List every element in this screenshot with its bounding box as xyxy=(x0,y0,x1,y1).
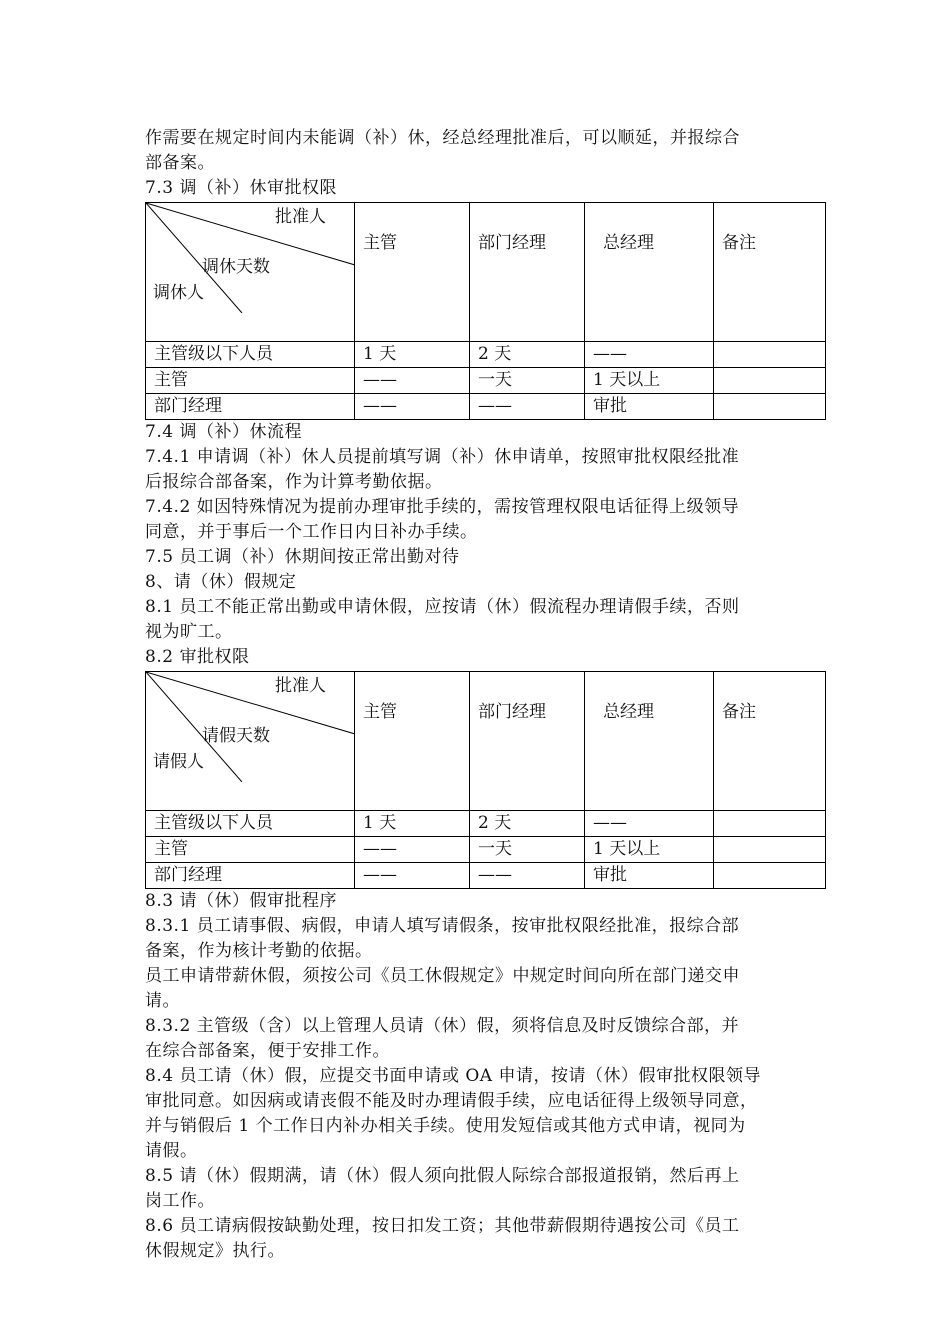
table-cell: 部门经理 xyxy=(146,394,355,420)
diag-label-person: 请假人 xyxy=(153,752,204,772)
paragraph-line: 请假。 xyxy=(145,1141,198,1161)
intro-section xyxy=(145,126,825,201)
table-row xyxy=(146,342,826,368)
diag-label-days: 请假天数 xyxy=(202,726,270,746)
table-cell: —— xyxy=(355,368,470,394)
table-cell: 审批 xyxy=(585,394,714,420)
diag-label-approver: 批准人 xyxy=(275,676,326,696)
paragraph-line: 休假规定》执行。 xyxy=(145,1241,285,1261)
table-cell: —— xyxy=(585,811,714,837)
table-cell: 2 天 xyxy=(470,342,585,368)
table-cell: —— xyxy=(355,863,470,889)
paragraph-line: 部备案。 xyxy=(145,153,215,173)
table-cell: 1 天 xyxy=(355,342,470,368)
table-header-row xyxy=(146,203,826,342)
header-cell: 部门经理 xyxy=(470,672,585,811)
diagonal-header-cell xyxy=(146,203,355,342)
paragraph-line: 7.4.1 申请调（补）休人员提前填写调（补）休申请单，按照审批权限经批准 xyxy=(145,447,740,467)
paragraph-line: 审批同意。如因病或请丧假不能及时办理请假手续，应电话征得上级领导同意， xyxy=(145,1091,758,1111)
section-heading: 7.4 调（补）休流程 xyxy=(145,422,302,442)
table-cell: 审批 xyxy=(585,863,714,889)
paragraph-line: 备案，作为核计考勤的依据。 xyxy=(145,941,373,961)
table-row xyxy=(146,368,826,394)
middle-section xyxy=(145,420,825,670)
table-cell: 1 天以上 xyxy=(585,368,714,394)
paragraph-line: 8.5 请（休）假期满，请（休）假人须向批假人际综合部报道报销，然后再上 xyxy=(145,1166,740,1186)
table-cell xyxy=(714,342,826,368)
section-heading: 7.3 调（补）休审批权限 xyxy=(145,178,337,198)
header-cell: 备注 xyxy=(714,672,826,811)
header-cell: 总经理 xyxy=(585,203,714,342)
table-cell: 2 天 xyxy=(470,811,585,837)
document-page xyxy=(145,126,825,1264)
paragraph-line: 8.4 员工请（休）假，应提交书面申请或 OA 申请，按请（休）假审批权限领导 xyxy=(145,1066,761,1086)
table-cell xyxy=(714,863,826,889)
paragraph-line: 8.3.2 主管级（含）以上管理人员请（休）假，须将信息及时反馈综合部，并 xyxy=(145,1016,740,1036)
table-cell: 1 天 xyxy=(355,811,470,837)
table-cell: 主管 xyxy=(146,368,355,394)
table-cell: —— xyxy=(355,394,470,420)
table-cell xyxy=(714,368,826,394)
table-cell: 一天 xyxy=(470,368,585,394)
table-row xyxy=(146,863,826,889)
leave-compensation-approval-table xyxy=(145,202,826,420)
paragraph-line: 7.5 员工调（补）休期间按正常出勤对待 xyxy=(145,547,460,567)
paragraph-line: 同意，并于事后一个工作日内日补办手续。 xyxy=(145,522,478,542)
diag-label-approver: 批准人 xyxy=(275,207,326,227)
diagonal-header-cell xyxy=(146,672,355,811)
section-heading: 8、请（休）假规定 xyxy=(145,572,297,592)
table-cell: 1 天以上 xyxy=(585,837,714,863)
table-row xyxy=(146,811,826,837)
table-row xyxy=(146,837,826,863)
table-cell: —— xyxy=(355,837,470,863)
paragraph-line: 8.6 员工请病假按缺勤处理，按日扣发工资；其他带薪假期待遇按公司《员工 xyxy=(145,1216,740,1236)
paragraph-line: 并与销假后 1 个工作日内补办相关手续。使用发短信或其他方式申请，视同为 xyxy=(145,1116,746,1136)
header-cell: 备注 xyxy=(714,203,826,342)
paragraph-line: 员工申请带薪休假，须按公司《员工休假规定》中规定时间向所在部门递交申 xyxy=(145,966,740,986)
paragraph-line: 8.1 员工不能正常出勤或申请休假，应按请（休）假流程办理请假手续，否则 xyxy=(145,597,740,617)
table-cell: 主管级以下人员 xyxy=(146,342,355,368)
table-cell: —— xyxy=(470,394,585,420)
header-cell: 总经理 xyxy=(585,672,714,811)
section-heading: 8.2 审批权限 xyxy=(145,647,250,667)
header-cell: 部门经理 xyxy=(470,203,585,342)
table-cell: 一天 xyxy=(470,837,585,863)
paragraph-line: 岗工作。 xyxy=(145,1191,215,1211)
paragraph-line: 请。 xyxy=(145,991,180,1011)
table-row xyxy=(146,394,826,420)
table-cell xyxy=(714,394,826,420)
outro-section xyxy=(145,889,825,1264)
table-cell: 主管 xyxy=(146,837,355,863)
paragraph-line: 后报综合部备案，作为计算考勤依据。 xyxy=(145,472,443,492)
table-cell xyxy=(714,837,826,863)
paragraph-line: 视为旷工。 xyxy=(145,622,233,642)
leave-request-approval-table xyxy=(145,671,826,889)
paragraph-line: 8.3.1 员工请事假、病假，申请人填写请假条，按审批权限经批准，报综合部 xyxy=(145,916,740,936)
table-header-row xyxy=(146,672,826,811)
diag-label-person: 调休人 xyxy=(153,283,204,303)
header-cell: 主管 xyxy=(355,672,470,811)
table-cell xyxy=(714,811,826,837)
table-cell: —— xyxy=(470,863,585,889)
header-cell: 主管 xyxy=(355,203,470,342)
diag-label-days: 调休天数 xyxy=(202,257,270,277)
paragraph-line: 在综合部备案，便于安排工作。 xyxy=(145,1041,390,1061)
table-cell: 主管级以下人员 xyxy=(146,811,355,837)
section-heading: 8.3 请（休）假审批程序 xyxy=(145,891,337,911)
paragraph-line: 作需要在规定时间内未能调（补）休，经总经理批准后，可以顺延，并报综合 xyxy=(145,128,740,148)
table-cell: 部门经理 xyxy=(146,863,355,889)
paragraph-line: 7.4.2 如因特殊情况为提前办理审批手续的，需按管理权限电话征得上级领导 xyxy=(145,497,740,517)
table-cell: —— xyxy=(585,342,714,368)
